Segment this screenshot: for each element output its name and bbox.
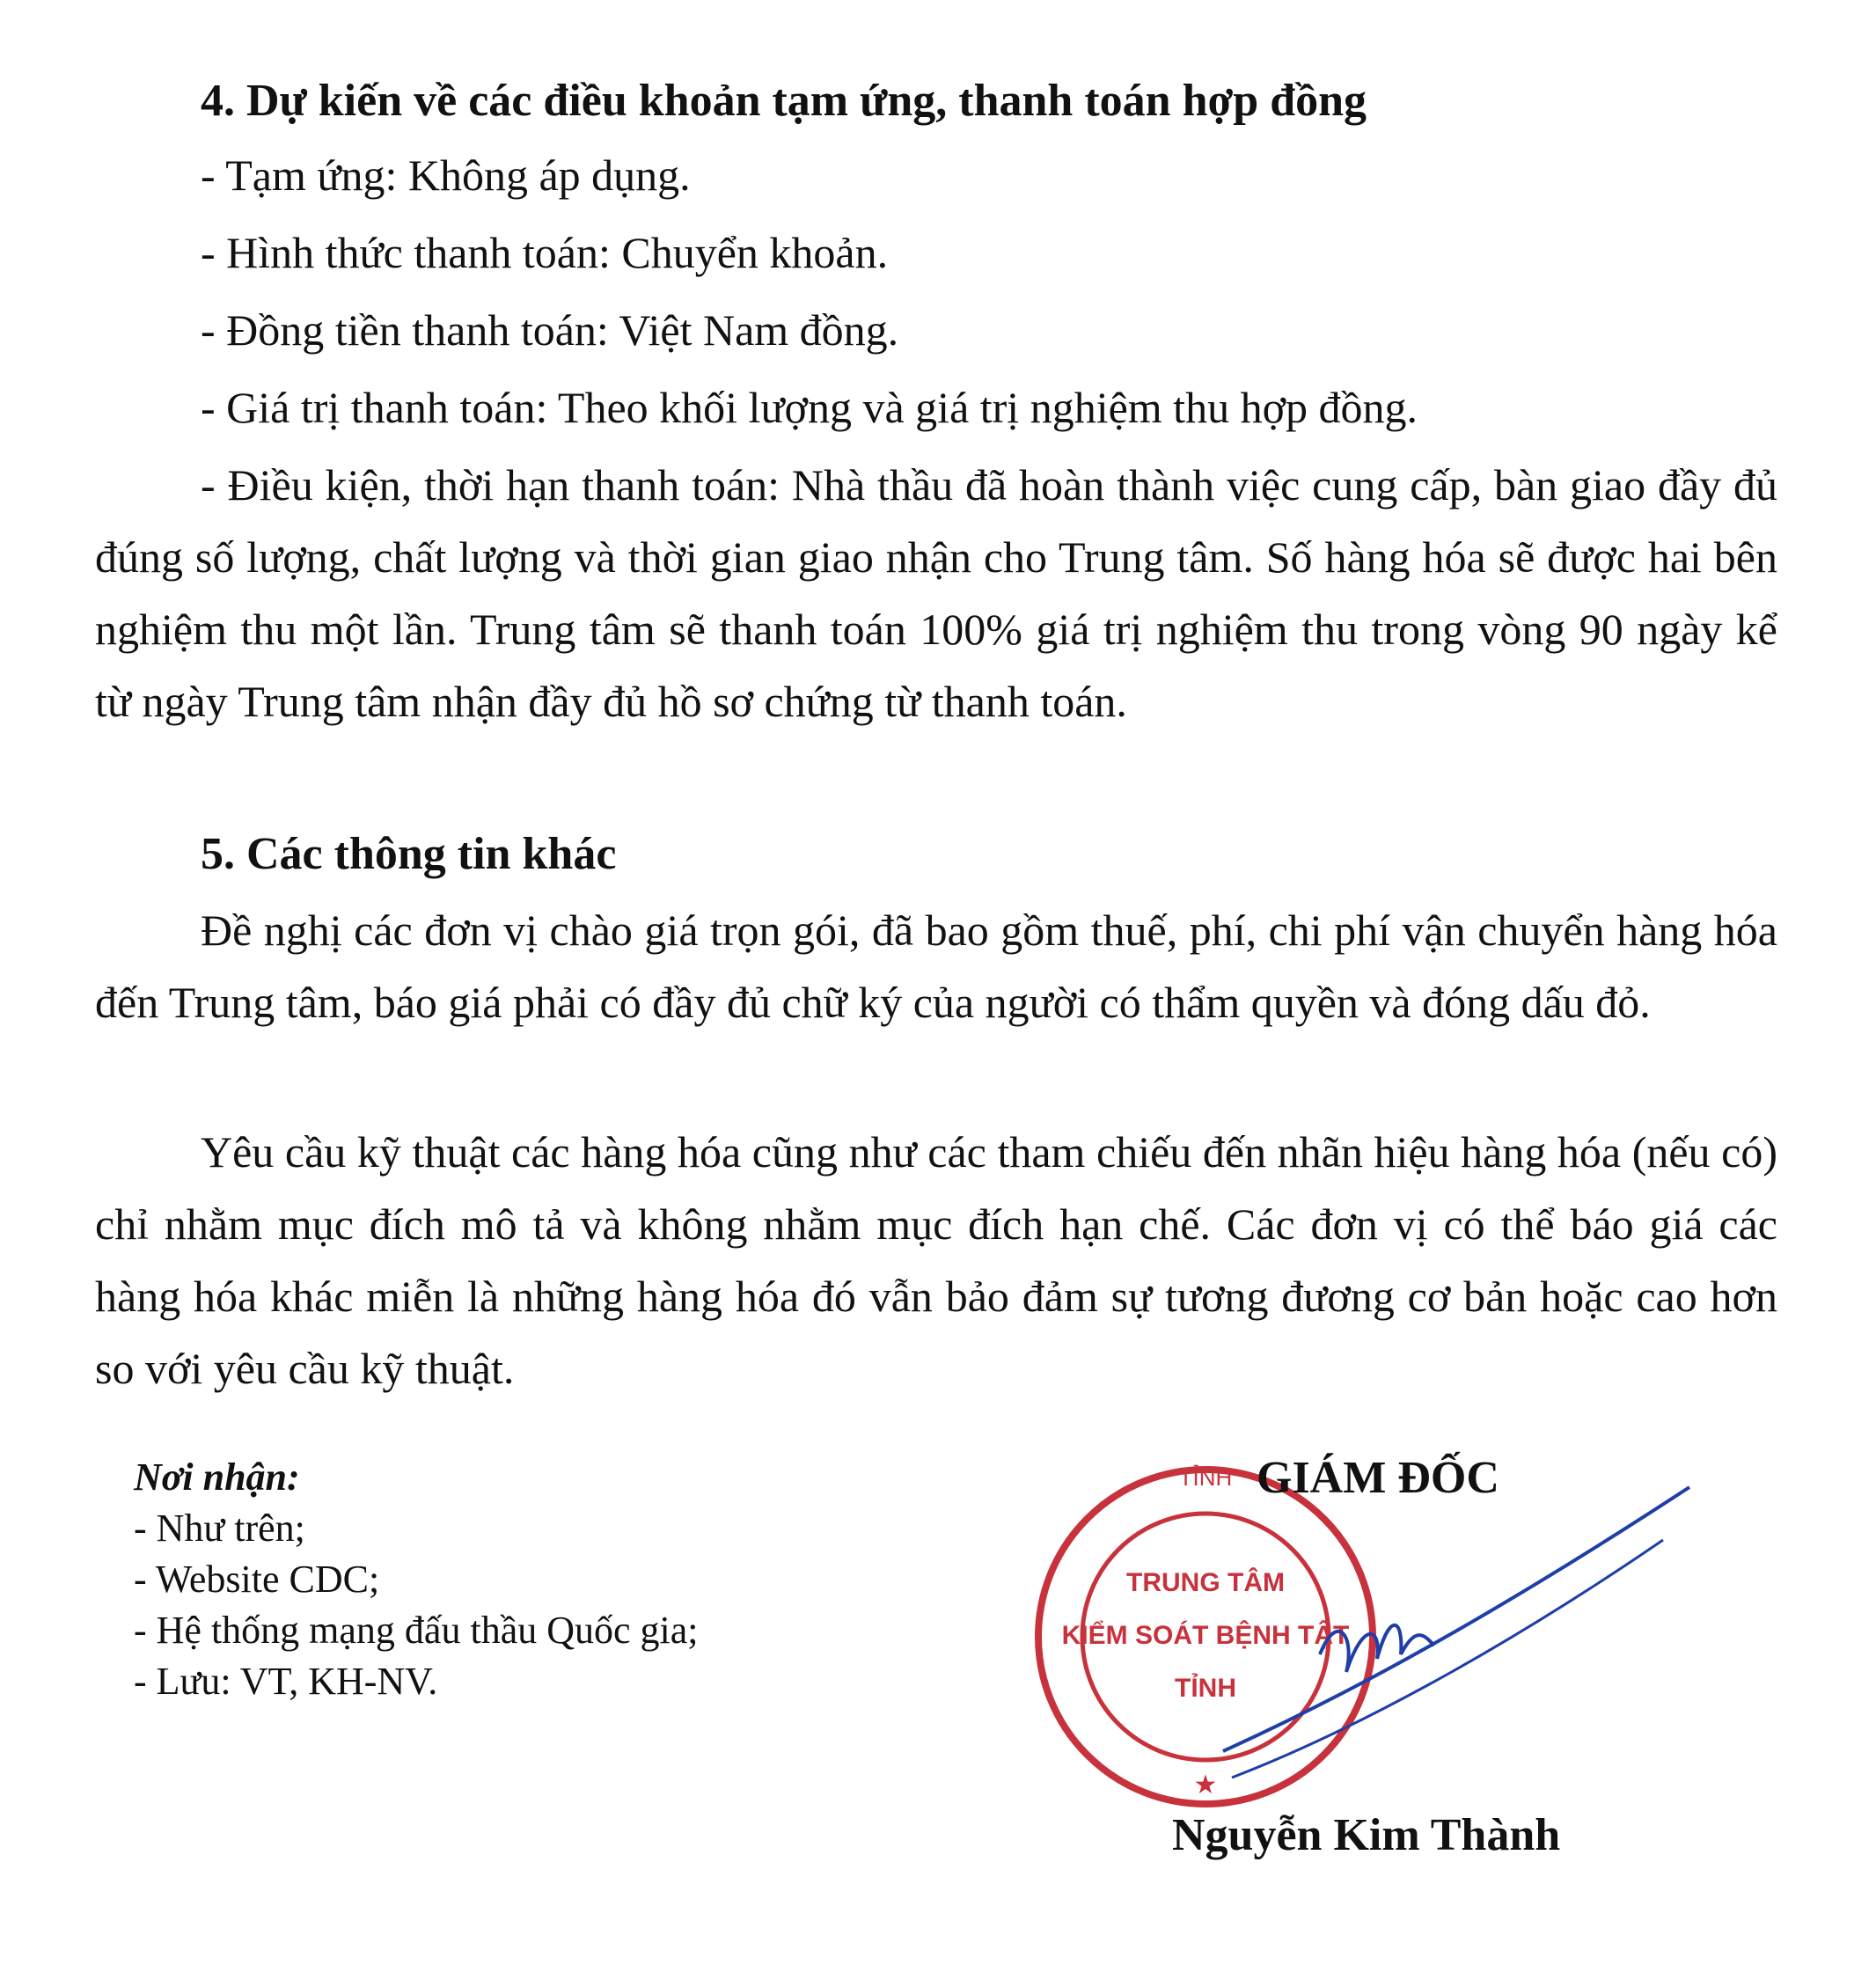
payment-method-item: - Hình thức thanh toán: Chuyển khoản. bbox=[201, 228, 889, 277]
svg-text:★: ★ bbox=[1193, 1771, 1218, 1800]
recipients-block bbox=[134, 1452, 699, 1707]
payment-currency-item: - Đồng tiền thanh toán: Việt Nam đồng. bbox=[201, 305, 899, 355]
section-4-heading: 4. Dự kiến về các điều khoản tạm ứng, thanh toán hợp đồng bbox=[201, 76, 1367, 126]
advance-payment-item: - Tạm ứng: Không áp dụng. bbox=[201, 150, 691, 200]
handwritten-signature-icon bbox=[1214, 1478, 1707, 1795]
payment-conditions-paragraph: - Điều kiện, thời hạn thanh toán: Nhà thầu đã hoàn thành việc cung cấp, bàn giao đầy đủ đúng số lượng, chất lượng và thời gian giao nhận cho Trung tâm. Số hàng hóa sẽ được hai bên nghiệm thu một lần. Trung tâm sẽ thanh toán 100% giá trị nghiệm thu trong vòng 90 ngày kể từ ngày Trung tâm nhận đầy đủ hồ sơ chứng từ thanh toán. bbox=[95, 460, 1777, 726]
other-info-paragraph-1: Đề nghị các đơn vị chào giá trọn gói, đã bao gồm thuế, phí, chi phí vận chuyển hàng hóa đến Trung tâm, báo giá phải có đầy đủ chữ ký của người có thẩm quyền và đóng dấu đỏ. bbox=[95, 906, 1777, 1027]
other-info-paragraph-2: Yêu cầu kỹ thuật các hàng hóa cũng như các tham chiếu đến nhãn hiệu hàng hóa (nếu có) chỉ nhằm mục đích mô tả và không nhằm mục đích hạn chế. Các đơn vị có thể báo giá các hàng hóa khác miễn là những hàng hóa đó vẫn bảo đảm sự tương đương cơ bản hoặc cao hơn so với yêu cầu kỹ thuật. bbox=[95, 1127, 1777, 1393]
svg-text:KIỂM SOÁT BỆNH TẬT: KIỂM SOÁT BỆNH TẬT bbox=[1061, 1621, 1350, 1650]
svg-text:TỈNH: TỈNH bbox=[1175, 1674, 1236, 1703]
recipient-line: - Lưu: VT, KH-NV. bbox=[134, 1660, 438, 1703]
recipient-line: - Hệ thống mạng đấu thầu Quốc gia; bbox=[134, 1609, 699, 1652]
signer-name: Nguyễn Kim Thành bbox=[1172, 1810, 1561, 1860]
payment-value-item: - Giá trị thanh toán: Theo khối lượng và giá trị nghiệm thu hợp đồng. bbox=[201, 383, 1418, 432]
section-5-heading: 5. Các thông tin khác bbox=[201, 829, 617, 879]
svg-text:TRUNG TÂM: TRUNG TÂM bbox=[1126, 1568, 1285, 1597]
recipient-line: - Website CDC; bbox=[134, 1558, 380, 1601]
recipients-title: Nơi nhận: bbox=[134, 1455, 300, 1499]
svg-text:TỈNH: TỈNH bbox=[1178, 1464, 1233, 1491]
signer-title: GIÁM ĐỐC bbox=[1257, 1453, 1499, 1503]
recipient-line: - Như trên; bbox=[134, 1507, 305, 1550]
